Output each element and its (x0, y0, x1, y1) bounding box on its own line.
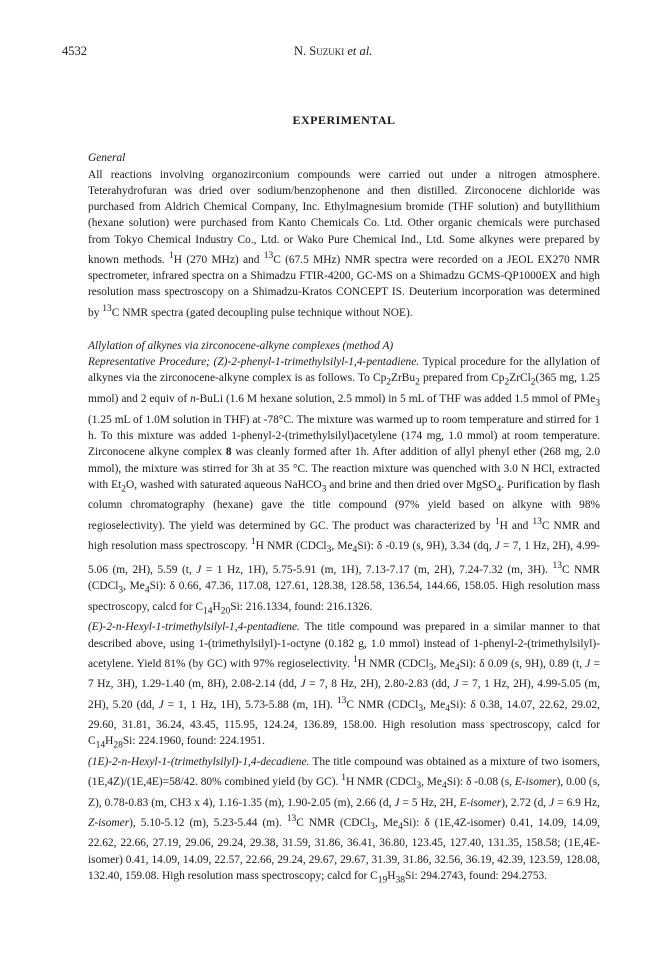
procedure-label: Representative Procedure; (Z)-2-phenyl-1-trimethylsilyl-1,4-pentadiene. (88, 356, 420, 369)
sub: 4 (352, 544, 358, 555)
sup: 13 (286, 813, 297, 824)
decadiene-paragraph (88, 754, 600, 889)
t: = 7, 8 Hz, 2H), 2.80-2.83 (dd, (305, 678, 454, 691)
t: The title compound was prepared in a similar manner to that described above, using 1-(trimethylsilyl)-1-octyne (0.182 g, 1.0 mmol) instead of 1-phenyl-2-(trimethylsilyl)-acetylene. Yield 81% (by GC) with 97% regioselectivity. (88, 621, 600, 670)
t: Z-isomer (88, 816, 130, 829)
running-header (0, 44, 672, 64)
t: H NMR (CDCl (255, 539, 327, 552)
general-text: C NMR spectra (gated decoupling pulse technique without NOE). (111, 306, 413, 319)
sup: 13 (532, 516, 542, 527)
t: Si: 224.1960, found: 224.1951. (122, 735, 265, 748)
t: C NMR (CDCl (88, 563, 600, 593)
sub: 2 (415, 377, 420, 388)
sub: 28 (113, 740, 123, 751)
general-subheading: General (88, 152, 126, 165)
t: Typical procedure for the allylation of alkynes via the zirconocene-alkyne complex is as follows. To Cp (88, 356, 600, 385)
sub: 4 (496, 484, 502, 495)
sub: 3 (416, 781, 422, 792)
t: prepared from Cp (419, 372, 505, 385)
general-paragraph (88, 167, 600, 321)
compound-number: 8 (225, 446, 232, 459)
allylation-paragraph (88, 354, 600, 619)
t: J (453, 678, 459, 691)
t: The title compound was obtained as a mixture of two isomers, (1E,4Z)/(1E,4E)=58/42. 80% combined yield (by GC). (88, 755, 600, 788)
t: Si): δ 0.09 (s, 9H), 0.89 (t, (459, 657, 586, 670)
t: Si): δ -0.08 (s, (446, 776, 515, 788)
t: C NMR and high resolution mass spectroscopy. (88, 519, 600, 552)
t: Si): δ (1E,4Z-isomer) 0.41, 14.09, 14.09, 22.62, 22.66, 27.19, 29.06, 29.24, 29.38, 31.59, 31.86, 36.41, 36.80, 123.45, 127.40, 131.35, 158.58; (1E,4E-isomer) 0.41, 14.09, 14.09, 22.57, 22.66, 29.24, 29.67, 29.67, 31.39, 31.86, 32.56, 36.19, 42.39, 123.59, 128.08, 132.40, 159.08. High resolution mass spectroscopy; calcd for C (88, 816, 600, 882)
sup: 1 (169, 251, 174, 262)
sub: 2 (530, 377, 536, 388)
general-text: H (270 MHz) and (173, 253, 264, 266)
general-text: C (67.5 MHz) NMR spectra were recorded on a JEOL EX270 NMR spectrometer, infrared spectra on a Shimadzu FTIR-4200, GC-MS on a Shimadzu GCMS-QP1000EX and high resolution mass spectroscopy on a Shimadzu-Kratos CONCEPT IS. Deuterium incorporation was determined by (88, 253, 600, 319)
sup: 13 (336, 695, 347, 706)
t: H and (499, 519, 533, 532)
t: ), 2.72 (d, (501, 796, 550, 809)
t: J (494, 539, 500, 552)
general-text: All reactions involving organozirconium compounds were carried out under a nitrogen atmosphere. Teterahydrofuran was dried over sodium/benzophenone and then distilled. Zirconocene dichloride was purchased from Aldrich Chemical Company, Inc. Ethylmagnesium bromide (THF solution) and butyllithium (hexane solution) were purchased from Kanto Chemicals Co. Ltd. Other organic chemicals were purchased from Tokyo Chemical Industry Co., Ltd. or Wako Pure Chemical Ind., Ltd. Some alkynes were prepared by known methods. (88, 168, 600, 266)
compound-name: (1E)-2-n-Hexyl-1-(trimethylsilyl)-1,4-decadiene. (88, 755, 310, 768)
t: J (585, 657, 591, 670)
sub: 14 (203, 606, 213, 617)
t: C NMR (CDCl (296, 816, 371, 829)
t: J (158, 698, 164, 711)
sub: 2 (121, 484, 126, 495)
t: ), 5.10-5.12 (m), 5.23-5.44 (m). (129, 816, 287, 829)
t: and brine and then dried over MgSO (326, 478, 497, 491)
t: , Me (331, 539, 353, 552)
sup: 13 (552, 561, 562, 572)
sup: 1 (341, 773, 347, 784)
hexyl-paragraph (88, 619, 600, 754)
t: J (394, 796, 400, 809)
t: J (196, 563, 202, 576)
t: (1.25 mL of 1.0M solution in THF) at -78°C. The mixture was warmed up to room temperature and stirred for 1 h. To this mixture was added 1-phenyl-2-(trimethylsilyl)acetylene (174 mg, 1.0 mmol) at room temperature. Zirconocene alkyne complex (88, 413, 600, 459)
t: H NMR (CDCl (346, 776, 417, 788)
sup: 1 (250, 536, 256, 547)
sup: 13 (263, 251, 274, 262)
t: , Me (123, 580, 145, 593)
t: J (549, 796, 555, 809)
t: H (105, 735, 114, 748)
t: O, washed with saturated aqueous NaHCO (126, 478, 322, 491)
section-heading: EXPERIMENTAL (292, 113, 396, 127)
t: Si): δ 0.66, 47.36, 117.08, 127.61, 128.38, 128.58, 136.54, 144.66, 158.05. High resolution mass spectroscopy, calcd for C (88, 580, 600, 613)
t: E-isomer (459, 796, 502, 809)
t: Si): δ 0.38, 14.07, 22.62, 29.02, 29.60, 31.81, 36.24, 43.45, 115.95, 124.24, 136.89, 158.00. High resolution mass spectroscopy, calcd for C (88, 698, 600, 748)
sub: 19 (377, 875, 388, 886)
page-number: 4532 (62, 44, 87, 58)
sub: 3 (418, 703, 424, 714)
sub: 3 (118, 585, 124, 596)
sub: 4 (442, 781, 447, 792)
author-surname: Suzuki (309, 44, 345, 58)
t: J (300, 678, 306, 691)
sub: 4 (454, 663, 460, 674)
t: = 5 Hz, 2H, (399, 796, 460, 809)
compound-name: (E)-2-n-Hexyl-1-trimethylsilyl-1,4-pentadiene. (88, 621, 300, 634)
t: (365 mg, 1.25 mmol) and 2 equiv of (88, 372, 600, 406)
t: H (387, 869, 396, 882)
t: . Purification by flash column chromatography (hexane) gave the title compound (97% yield based on alkyne with 98% regioselectivity). The yield was determined by GC. The product was characterized by (88, 478, 600, 532)
sup: 13 (102, 303, 112, 314)
sub: 3 (321, 484, 327, 495)
sub: 38 (395, 875, 406, 886)
sub: 2 (504, 377, 510, 388)
sub: 4 (398, 821, 403, 832)
t: H (212, 600, 221, 613)
sub: 3 (370, 821, 375, 832)
author-initial: N. (294, 44, 310, 58)
author-etal: et al. (344, 44, 373, 58)
sup: 1 (353, 654, 358, 665)
t: = 7, 1 Hz, 2H), 4.99-5.06 (m, 2H), 5.59 (t, (88, 539, 600, 576)
sub: 20 (220, 606, 231, 617)
t: , Me (375, 816, 399, 829)
t: , Me (423, 698, 446, 711)
t: = 1, 1 Hz, 1H), 5.73-5.88 (m, 1H). (163, 698, 337, 711)
t: , Me (421, 776, 442, 788)
running-author (294, 44, 372, 59)
sub: 3 (595, 398, 600, 409)
sup: 1 (494, 516, 500, 527)
t: ZrBu (391, 372, 416, 385)
t: ), 0.00 (s, Z), 0.78-0.83 (m, CH3 x 4), 1.16-1.35 (m), 1.90-2.05 (m), 2.66 (d, (88, 776, 600, 809)
sub: 3 (326, 544, 332, 555)
t: = 6.9 Hz, (554, 796, 600, 809)
sub: 4 (144, 585, 150, 596)
t: Si: 216.1334, found: 216.1326. (230, 600, 373, 613)
t: = 7, 1 Hz, 2H), 4.99-5.05 (m, 2H), 5.20 (dd, (88, 678, 600, 711)
t: ZrCl (509, 372, 531, 385)
t: , Me (433, 657, 455, 670)
t: E-isomer (514, 776, 557, 788)
sub: 2 (386, 377, 392, 388)
t: was cleanly formed after 1h. After addition of allyl phenyl ether (268 mg, 2.0 mmol), the mixture was stirred for 3h at 35 °C. The reaction mixture was quenched with 3.0 N HCl, extracted with Et (88, 446, 601, 491)
t: -BuLi (1.6 M hexane solution, 2.5 mmol) in 5 mL of THF was added 1.5 mmol of PMe (195, 393, 596, 406)
t: H NMR (CDCl (357, 657, 429, 670)
paragraph-gap (88, 321, 600, 338)
article-body (88, 112, 600, 888)
sub: 3 (428, 663, 434, 674)
t: Si: 294.2743, found: 294.2753. (405, 869, 548, 882)
t: C NMR (CDCl (346, 698, 419, 711)
t: Si): δ -0.19 (s, 9H), 3.34 (dq, (357, 539, 495, 552)
t: = 1 Hz, 1H), 5.75-5.91 (m, 1H), 7.13-7.17 (m, 2H), 7.24-7.32 (m, 3H). (201, 563, 553, 576)
sub: 14 (95, 740, 106, 751)
allylation-subheading: Allylation of alkynes via zirconocene-alkyne complexes (method A) (88, 339, 394, 352)
sub: 4 (445, 703, 450, 714)
t: n (190, 393, 196, 406)
t: = 7 Hz, 3H), 1.29-1.40 (m, 8H), 2.08-2.14 (dd, (88, 657, 600, 691)
